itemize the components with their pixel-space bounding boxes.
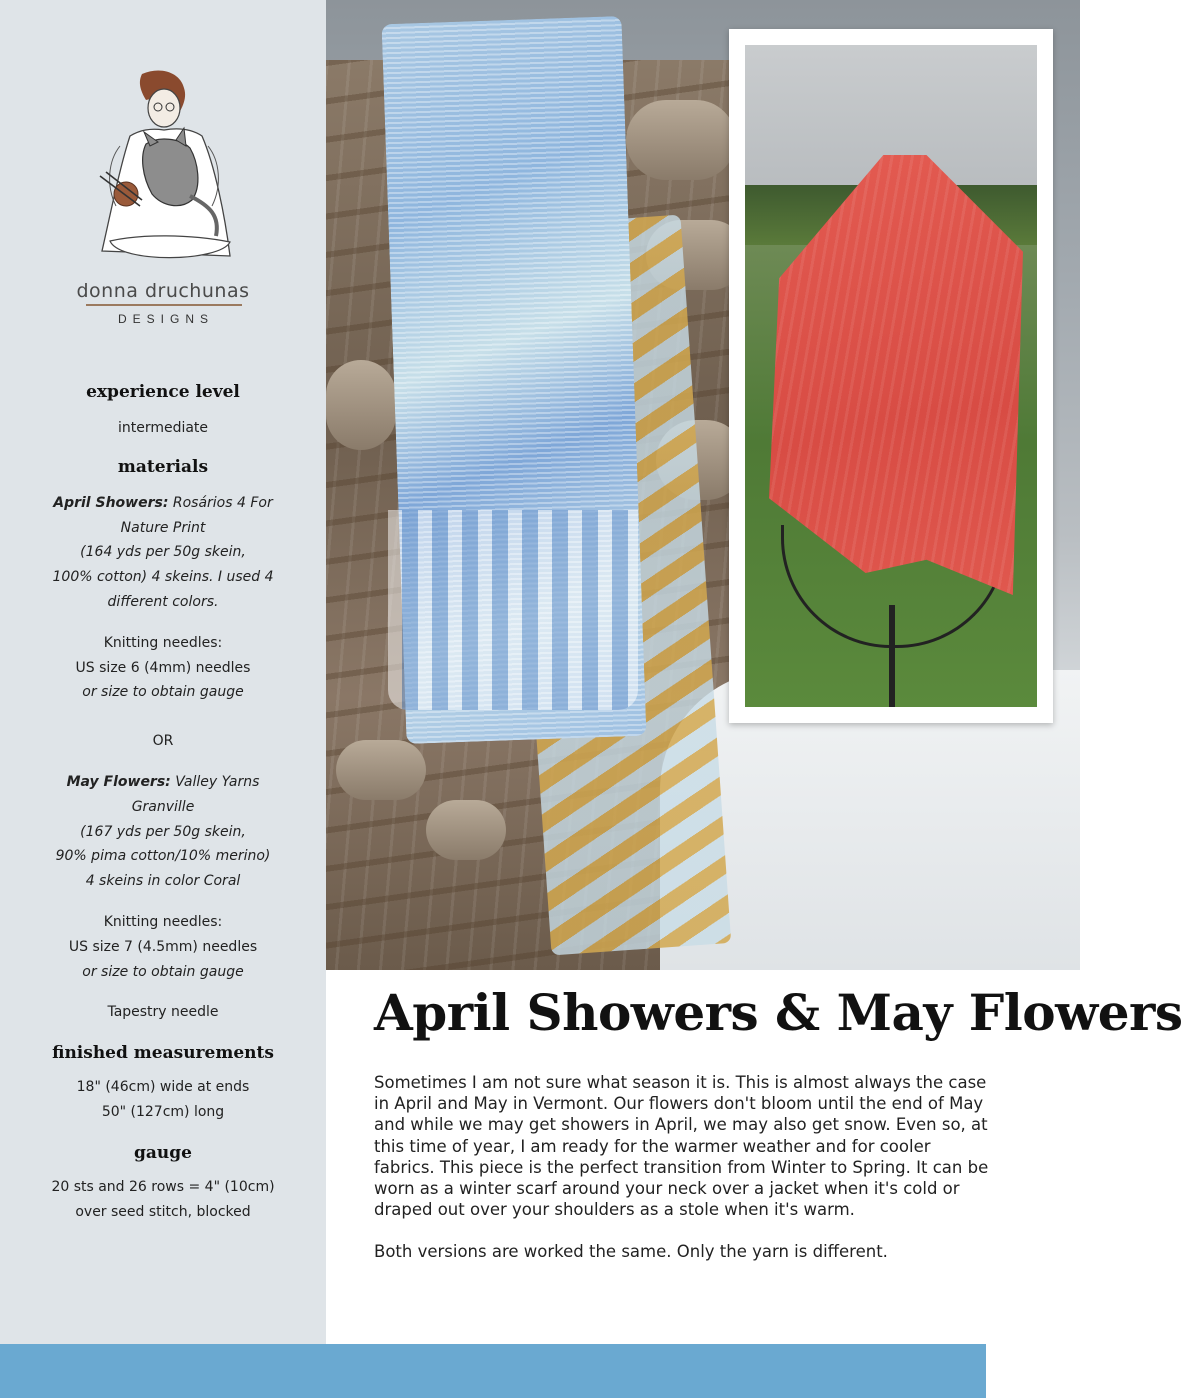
measurements-line1: 18" (46cm) wide at ends [76,1079,250,1096]
april-line4: 100% cotton) 4 skeins. I used 4 [52,569,274,586]
sidebar [0,0,326,1398]
materials-heading: materials [117,456,209,477]
april-showers-materials [0,491,326,615]
measurements-heading: finished measurements [52,1043,274,1064]
measurements-line2: 50" (127cm) long [101,1103,225,1120]
gauge-line1: 20 sts and 26 rows = 4" (10cm) [51,1178,275,1195]
pattern-details [0,380,326,1224]
may-line2: Granville [131,798,195,815]
april-line3: (164 yds per 50g skein, [80,544,246,561]
or-separator: OR [152,733,174,750]
description-paragraph-2: Both versions are worked the same. Only the yarn is different. [374,1242,888,1262]
needles2-line1: Knitting needles: [103,913,223,930]
pattern-description [374,1072,994,1284]
may-line3: (167 yds per 50g skein, [80,823,246,840]
dress-form-pole [889,605,895,707]
may-line1: Valley Yarns [175,773,260,790]
gauge-heading: gauge [134,1142,192,1163]
needles2-line2: US size 7 (4.5mm) needles [68,938,258,955]
gauge-line2: over seed stitch, blocked [75,1203,251,1220]
coral-shawl-photo [745,45,1037,707]
hero-photo-scarves-on-woodpile [326,0,1080,970]
may-line4: 90% pima cotton/10% merino) [55,848,271,865]
designer-illustration-logo [80,66,250,276]
experience-heading: experience level [86,382,240,402]
brand-subtitle: DESIGNS [117,312,214,326]
gauge [0,1175,326,1225]
may-flowers-materials [0,770,326,894]
measurements [0,1075,326,1125]
may-label: May Flowers: [66,773,171,790]
needles1-line2: US size 6 (4mm) needles [75,659,251,676]
scarf-fringe [388,510,638,710]
april-line5: different colors. [107,593,219,610]
experience-value: intermediate [117,420,209,436]
needles2-line3: or size to obtain gauge [82,963,244,980]
brand-name: donna druchunas [76,280,250,302]
needles-size-6 [0,631,326,705]
needles-size-7 [0,910,326,984]
brand-divider [86,304,242,306]
needles1-line1: Knitting needles: [103,634,223,651]
pattern-title: April Showers & May Flowers [374,983,1183,1042]
april-line1: Rosários 4 For [172,494,273,511]
description-paragraph-1: Sometimes I am not sure what season it is. This is almost always the case in April and May in Vermont. Our flowers don't bloom until the end of May and while we may get showers in April, we may also get snow. Even so, at this time of year, I am ready for the warmer weather and for cooler fabrics. This piece is the perfect transition from Winter to Spring. It can be worn as a winter scarf around your neck over a jacket when it's cold or draped out over your shoulders as a stole when it's warm. [374,1073,989,1220]
april-label: April Showers: [53,494,169,511]
footer-bar [0,1344,986,1398]
needles1-line3: or size to obtain gauge [82,684,244,701]
inset-photo-frame [729,29,1053,723]
tapestry-needle: Tapestry needle [107,1004,219,1021]
april-line2: Nature Print [120,519,206,536]
may-line5: 4 skeins in color Coral [85,873,241,890]
